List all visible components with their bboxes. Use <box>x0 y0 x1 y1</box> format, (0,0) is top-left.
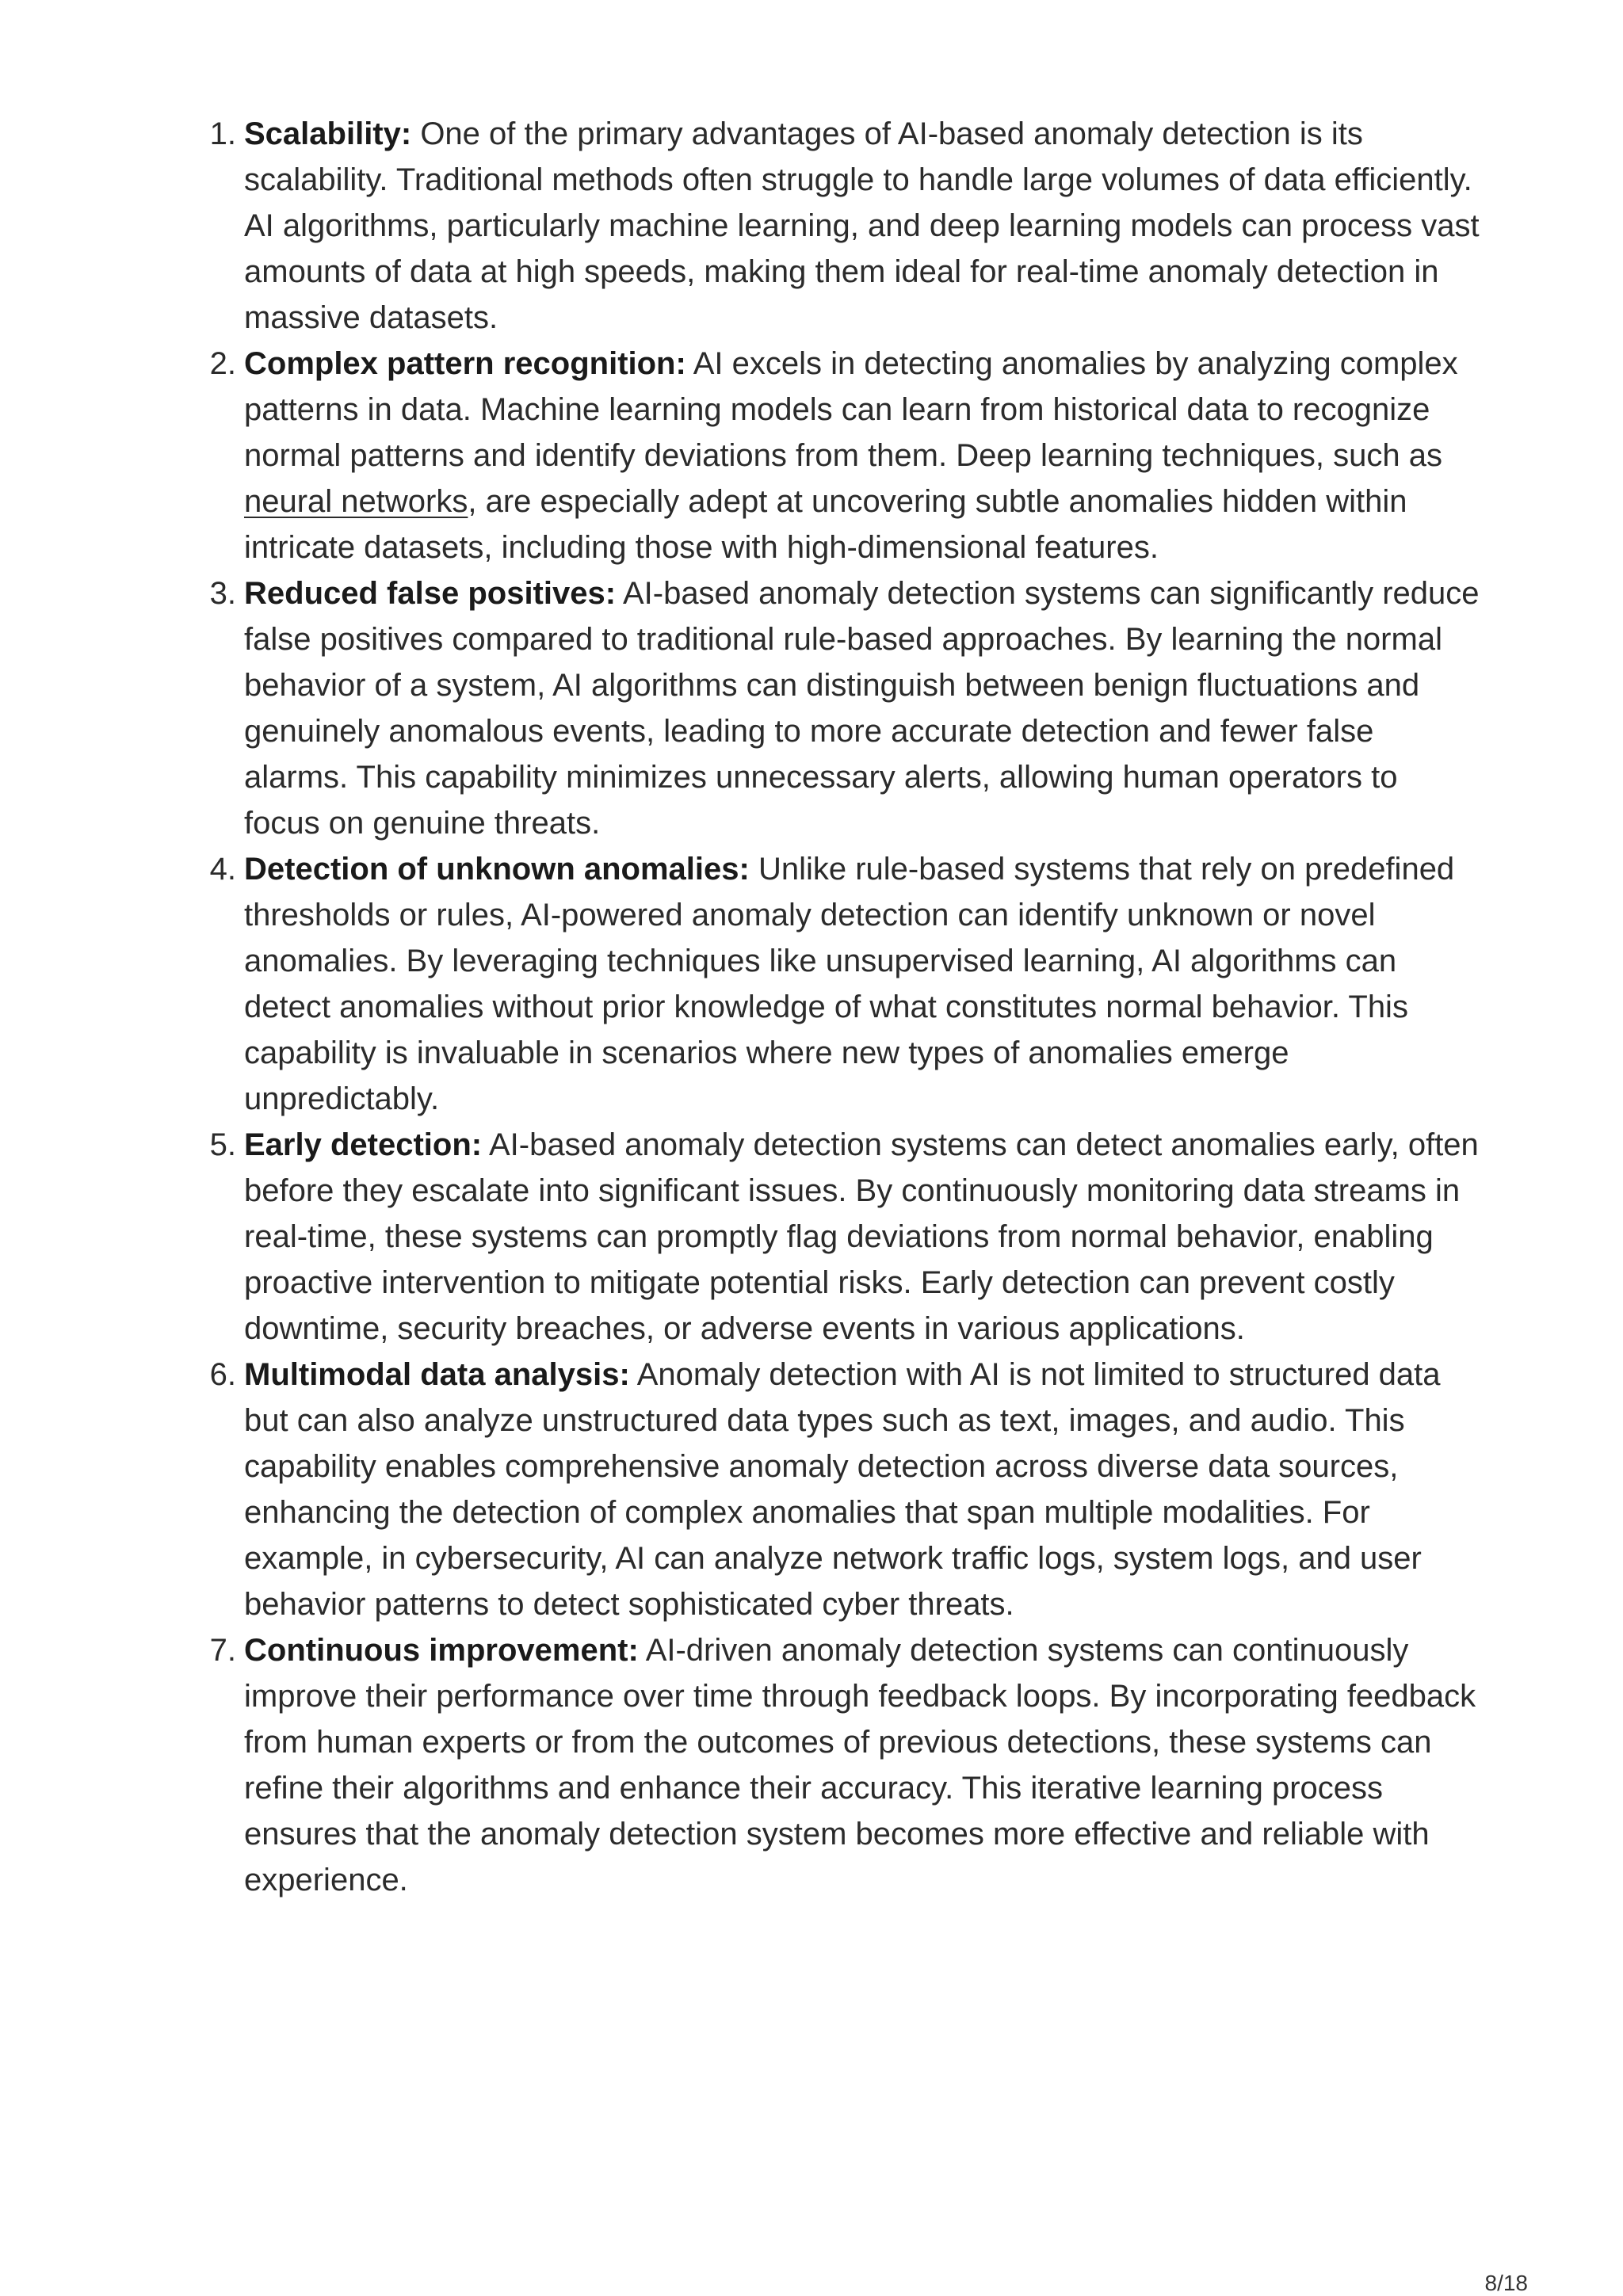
list-item-number: 4. <box>209 852 236 887</box>
list-item-term: Reduced false positives: <box>244 576 617 611</box>
list-item-number: 2. <box>209 346 236 381</box>
list-item-term: Continuous improvement: <box>244 1633 639 1668</box>
list-item-term: Early detection: <box>244 1127 483 1162</box>
list-item-text: AI excels in detecting anomalies by analyzing complex patterns in data. Machine learning models can learn from historical data to recognize normal patterns and identify deviations from them. Deep learning techniques, such as <box>244 346 1458 473</box>
list-item-early-detection <box>209 1122 1480 1352</box>
list-item-number: 7. <box>209 1633 236 1668</box>
list-item-number: 5. <box>209 1127 236 1162</box>
list-item-continuous-improvement <box>209 1627 1480 1903</box>
list-item-multimodal-data-analysis <box>209 1352 1480 1627</box>
list-item-text: AI-driven anomaly detection systems can continuously improve their performance over time through feedback loops. By incorporating feedback from human experts or from the outcomes of previous detections, these systems can refine their algorithms and enhance their accuracy. This iterative learning process ensures that the anomaly detection system becomes more effective and reliable with experience. <box>244 1633 1476 1897</box>
page-number: 8/18 <box>1484 2271 1528 2295</box>
list-item-text: One of the primary advantages of AI-based anomaly detection is its scalability. Traditional methods often struggle to handle large volumes of data efficiently. AI algorithms, particularly machine learning, and deep learning models can process vast amounts of data at high speeds, making them ideal for real-time anomaly detection in massive datasets. <box>244 116 1480 335</box>
list-item-scalability <box>209 111 1480 341</box>
list-item-text: Anomaly detection with AI is not limited to structured data but can also analyze unstructured data types such as text, images, and audio. This capability enables comprehensive anomaly detection across diverse data sources, enhancing the detection of complex anomalies that span multiple modalities. For example, in cybersecurity, AI can analyze network traffic logs, system logs, and user behavior patterns to detect sophisticated cyber threats. <box>244 1357 1441 1622</box>
list-item-text: Unlike rule-based systems that rely on predefined thresholds or rules, AI-powered anomaly detection can identify unknown or novel anomalies. By leveraging techniques like unsupervised learning, AI algorithms can detect anomalies without prior knowledge of what constitutes normal behavior. This capability is invaluable in scenarios where new types of anomalies emerge unpredictably. <box>244 852 1455 1116</box>
list-item-number: 3. <box>209 576 236 611</box>
list-item-text: AI-based anomaly detection systems can significantly reduce false positives compared to traditional rule-based approaches. By learning the normal behavior of a system, AI algorithms can distinguish between benign fluctuations and genuinely anomalous events, leading to more accurate detection and fewer false alarms. This capability minimizes unnecessary alerts, allowing human operators to focus on genuine threats. <box>244 576 1480 841</box>
neural-networks-link[interactable]: neural networks <box>244 484 468 519</box>
list-item-number: 6. <box>209 1357 236 1392</box>
list-item-complex-pattern-recognition <box>209 341 1480 570</box>
list-item-text: AI-based anomaly detection systems can detect anomalies early, often before they escalate into significant issues. By continuously monitoring data streams in real-time, these systems can promptly flag deviations from normal behavior, enabling proactive intervention to mitigate potential risks. Early detection can prevent costly downtime, security breaches, or adverse events in various applications. <box>244 1127 1479 1346</box>
list-item-detection-of-unknown-anomalies <box>209 846 1480 1122</box>
list-item-term: Multimodal data analysis: <box>244 1357 630 1392</box>
list-item-term: Scalability: <box>244 116 412 151</box>
list-item-reduced-false-positives <box>209 570 1480 846</box>
list-item-term: Detection of unknown anomalies: <box>244 852 750 887</box>
list-item-number: 1. <box>209 116 236 151</box>
list-item-term: Complex pattern recognition: <box>244 346 686 381</box>
benefits-list <box>209 111 1480 1903</box>
list-item-text: , are especially adept at uncovering subtle anomalies hidden within intricate datasets, including those with high-dimensional features. <box>244 484 1407 565</box>
